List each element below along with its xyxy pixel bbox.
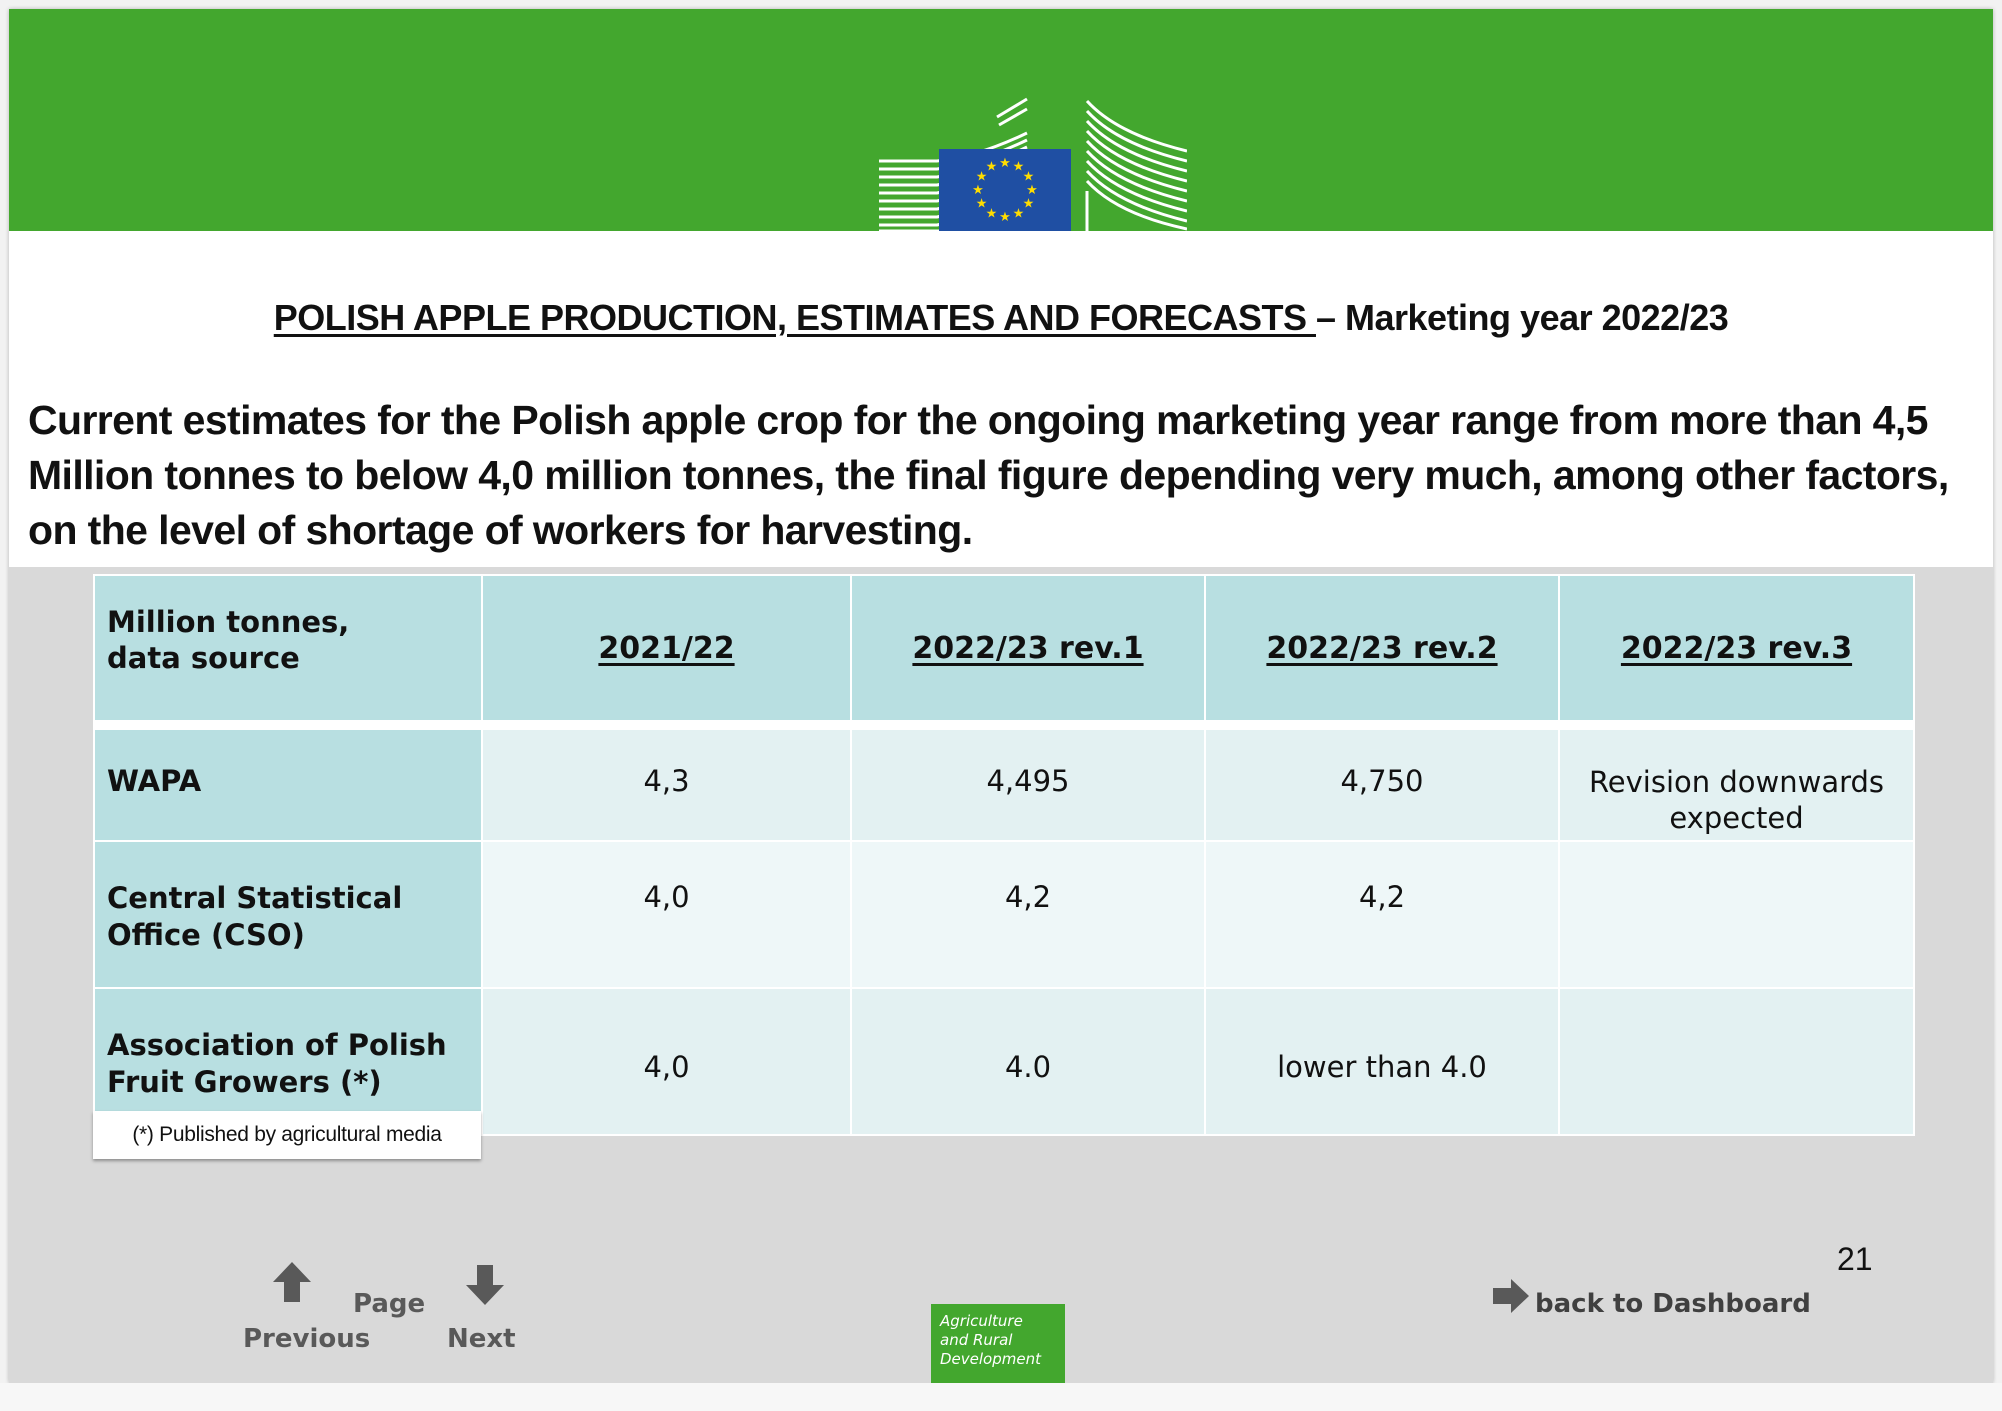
- table-cell: 4,2: [1205, 841, 1559, 988]
- dg-logo-line: and Rural: [940, 1331, 1013, 1349]
- column-header: 2022/23 rev.1: [851, 575, 1205, 721]
- arrow-up-icon[interactable]: [273, 1262, 311, 1302]
- table-cell: [1559, 841, 1914, 988]
- table-cell: 4,2: [851, 841, 1205, 988]
- slide: [9, 9, 1993, 1383]
- table-cell: 4,750: [1205, 729, 1559, 841]
- row-header: [94, 841, 482, 988]
- svg-text:★: ★: [975, 169, 988, 185]
- corner-line: Million tonnes,: [107, 605, 350, 639]
- svg-text:★: ★: [985, 159, 998, 175]
- table-cell: 4,495: [851, 729, 1205, 841]
- eu-commission-logo: [877, 89, 1187, 231]
- corner-line: data source: [107, 641, 300, 675]
- table-cell: [1559, 988, 1914, 1135]
- arrow-down-icon[interactable]: [466, 1265, 504, 1305]
- table-cell: 4.0: [851, 988, 1205, 1135]
- table-cell: 4,0: [482, 841, 851, 988]
- table-cell: Revision downwards expected: [1559, 729, 1914, 841]
- previous-page-link[interactable]: Previous: [243, 1324, 371, 1354]
- page-label: Page: [353, 1289, 426, 1319]
- bottom-bar: [0, 1383, 2002, 1411]
- table-cell: 4,3: [482, 729, 851, 841]
- dg-logo-line: Development: [940, 1350, 1041, 1368]
- row-header-line: Association of Polish: [107, 1028, 447, 1062]
- next-page-link[interactable]: Next: [447, 1324, 516, 1354]
- title-suffix: – Marketing year 2022/23: [1315, 297, 1729, 338]
- production-table: [93, 574, 1915, 1136]
- column-header: 2022/23 rev.3: [1559, 575, 1914, 721]
- svg-text:★: ★: [999, 156, 1011, 171]
- svg-text:★: ★: [1012, 159, 1025, 175]
- row-header-line: Central Statistical: [107, 881, 403, 915]
- header-banner: [9, 9, 1993, 231]
- corner-header: [94, 575, 482, 721]
- title-main: POLISH APPLE PRODUCTION, ESTIMATES AND FORECASTS: [273, 297, 1316, 338]
- row-header-line: WAPA: [107, 764, 202, 798]
- svg-text:★: ★: [1022, 196, 1035, 212]
- row-header-line: Fruit Growers (*): [107, 1065, 382, 1099]
- table-cell: lower than 4.0: [1205, 988, 1559, 1135]
- table-row: [94, 841, 1914, 988]
- arrow-right-icon[interactable]: [1493, 1279, 1529, 1313]
- svg-text:★: ★: [1026, 183, 1038, 198]
- row-header: [94, 729, 482, 841]
- page-title: [9, 297, 1993, 339]
- table-row: [94, 729, 1914, 841]
- svg-text:★: ★: [999, 210, 1011, 225]
- column-header: 2021/22: [482, 575, 851, 721]
- dg-agri-logo: [931, 1304, 1065, 1383]
- dg-logo-line: Agriculture: [940, 1312, 1023, 1330]
- table-cell: 4,0: [482, 988, 851, 1135]
- table-header-row: [94, 575, 1914, 721]
- intro-section: [9, 231, 1993, 567]
- row-header-line: Office (CSO): [107, 918, 305, 952]
- column-header: 2022/23 rev.2: [1205, 575, 1559, 721]
- svg-text:★: ★: [1022, 169, 1035, 185]
- svg-text:★: ★: [975, 196, 988, 212]
- svg-text:★: ★: [985, 206, 998, 222]
- footnote: (*) Published by agricultural media: [93, 1111, 481, 1159]
- page-number: 21: [1837, 1241, 1873, 1277]
- back-to-dashboard-link[interactable]: back to Dashboard: [1535, 1289, 1811, 1319]
- svg-text:★: ★: [972, 183, 984, 198]
- svg-text:★: ★: [1012, 206, 1025, 222]
- intro-text: Current estimates for the Polish apple crop for the ongoing marketing year range from more than 4,5 Million tonnes to below 4,0 million tonnes, the final figure depending very much, among other factors, on the level of shortage of workers for harvesting.: [28, 397, 1949, 553]
